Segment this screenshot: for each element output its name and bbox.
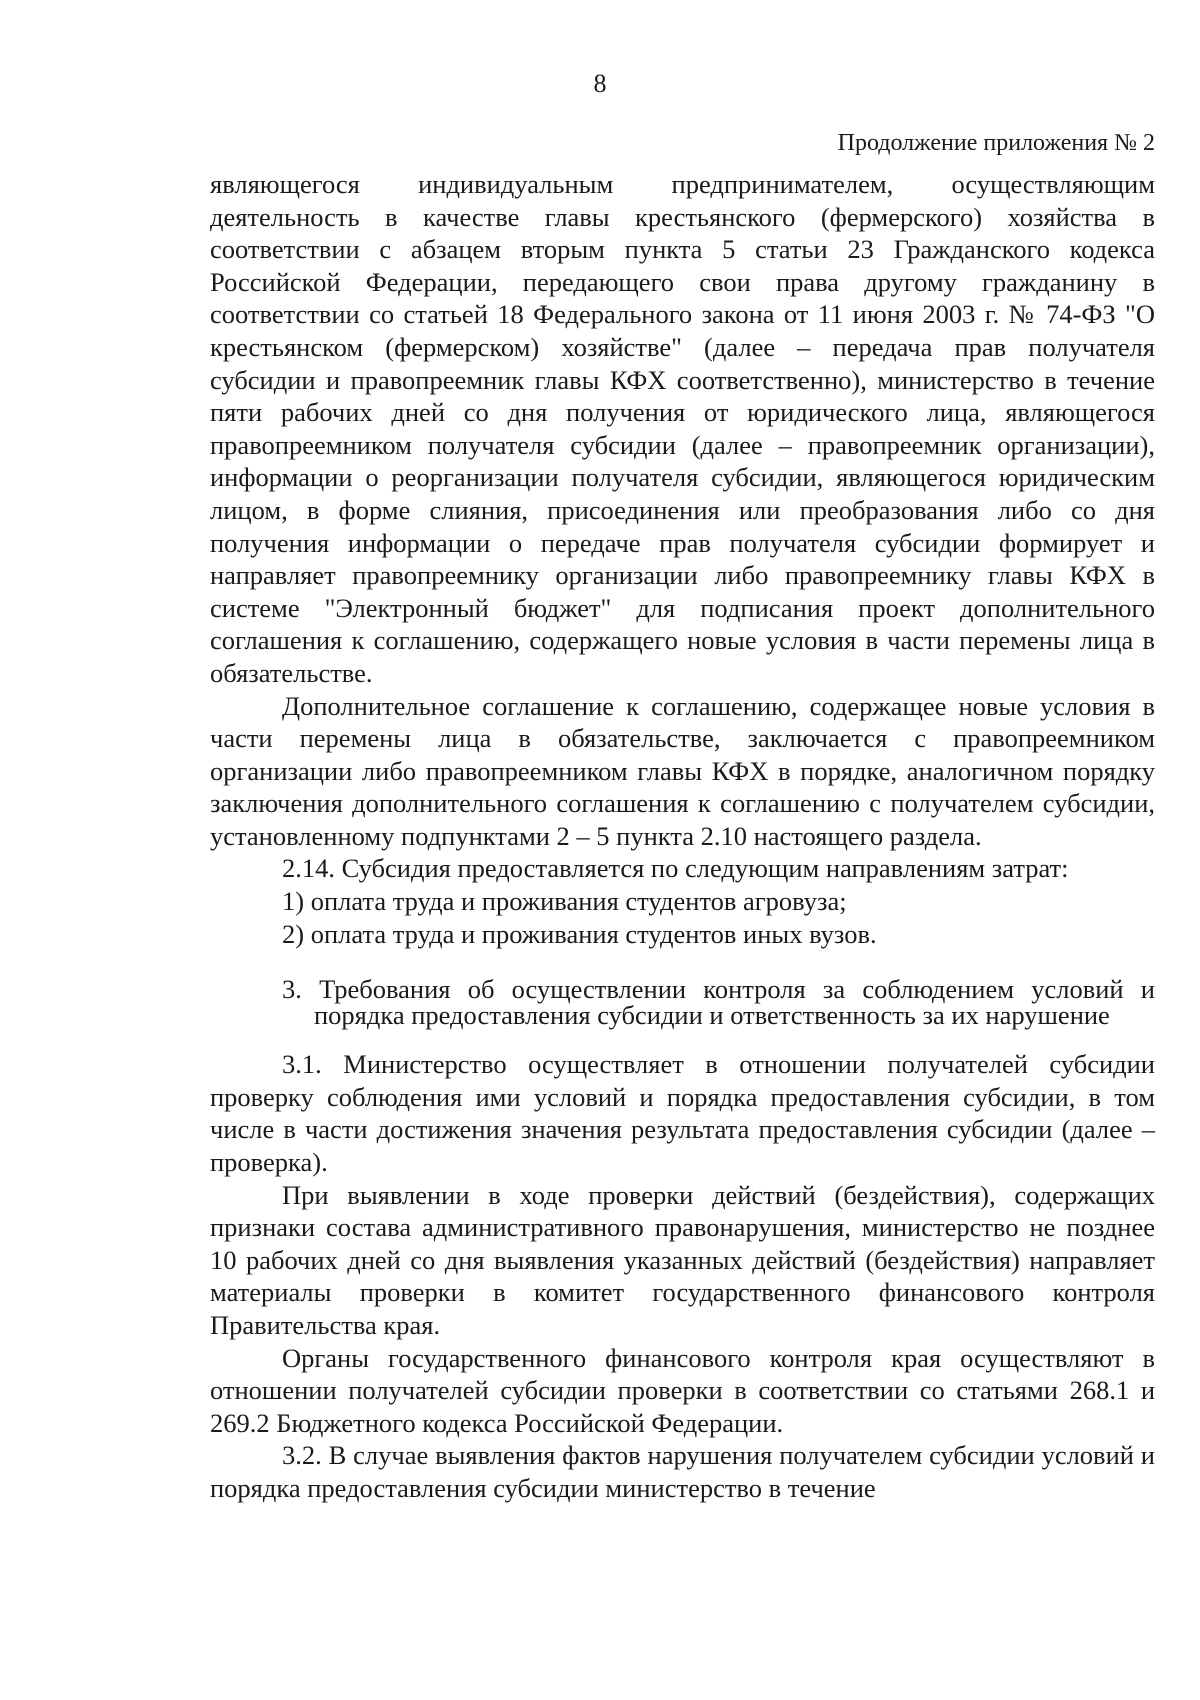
list-item-2: 2) оплата труда и проживания студентов иных вузов. — [282, 918, 877, 949]
section-heading-3: 3. Требования об осуществлении контроля за соблюдением условий и порядка предоставления субсидии и ответственность за их нарушение — [282, 974, 1155, 1031]
page-number: 8 — [593, 69, 607, 98]
running-header: Продолжение приложения № 2 — [837, 130, 1155, 156]
paragraph-3-1: 3.1. Министерство осуществляет в отношении получателей субсидии проверку соблюдения ими условий и порядка предоставления субсидии, в том числе в части достижения значения результата предоставления субсидии (далее – проверка). — [210, 1049, 1155, 1178]
paragraph-2-14: 2.14. Субсидия предоставляется по следующим направлениям затрат: — [282, 853, 1069, 884]
paragraph-3-2: 3.2. В случае выявления фактов нарушения получателем субсидии условий и порядка предоставления субсидии министерство в течение — [210, 1440, 1155, 1503]
document-body — [210, 168, 1155, 1505]
paragraph-violations: При выявлении в ходе проверки действий (бездействия), содержащих признаки состава административного правонарушения, министерство не позднее 10 рабочих дней со дня выявления указанных действий (бездействия) направляет материалы проверки в комитет государственного финансового контроля Правительства края. — [210, 1179, 1155, 1340]
paragraph-additional-agreement: Дополнительное соглашение к соглашению, содержащее новые условия в части перемены лица в обязательстве, заключается с правопреемником организации либо правопреемником главы КФХ в порядке, аналогичном порядку заключения дополнительного соглашения к соглашению с получателем субсидии, установленному подпунктами 2 – 5 пункта 2.10 настоящего раздела. — [210, 690, 1155, 851]
paragraph-continuation: являющегося индивидуальным предпринимателем, осуществляющим деятельность в качестве главы крестьянского (фермерского) хозяйства в соответствии с абзацем вторым пункта 5 статьи 23 Гражданского кодекса Российской Федерации, передающего свои права другому гражданину в соответствии со статьей 18 Федерального закона от 11 июня 2003 г. № 74-ФЗ "О крестьянском (фермерском) хозяйстве" (далее – передача прав получателя субсидии и правопреемник главы КФХ соответственно), министерство в течение пяти рабочих дней со дня получения от юридического лица, являющегося правопреемником получателя субсидии (далее – правопреемник организации), информации о реорганизации получателя субсидии, являющегося юридическим лицом, в форме слияния, присоединения или преобразования либо со дня получения информации о передаче прав получателя субсидии формирует и направляет правопреемнику организации либо правопреемнику главы КФХ в системе "Электронный бюджет" для подписания проект дополнительного соглашения к соглашению, содержащего новые условия в части перемены лица в обязательстве. — [210, 169, 1155, 688]
paragraph-financial-control: Органы государственного финансового контроля края осуществляют в отношении получателей субсидии проверки в соответствии со статьями 268.1 и 269.2 Бюджетного кодекса Российской Федерации. — [210, 1342, 1155, 1438]
list-item-1: 1) оплата труда и проживания студентов агровуза; — [282, 886, 847, 917]
